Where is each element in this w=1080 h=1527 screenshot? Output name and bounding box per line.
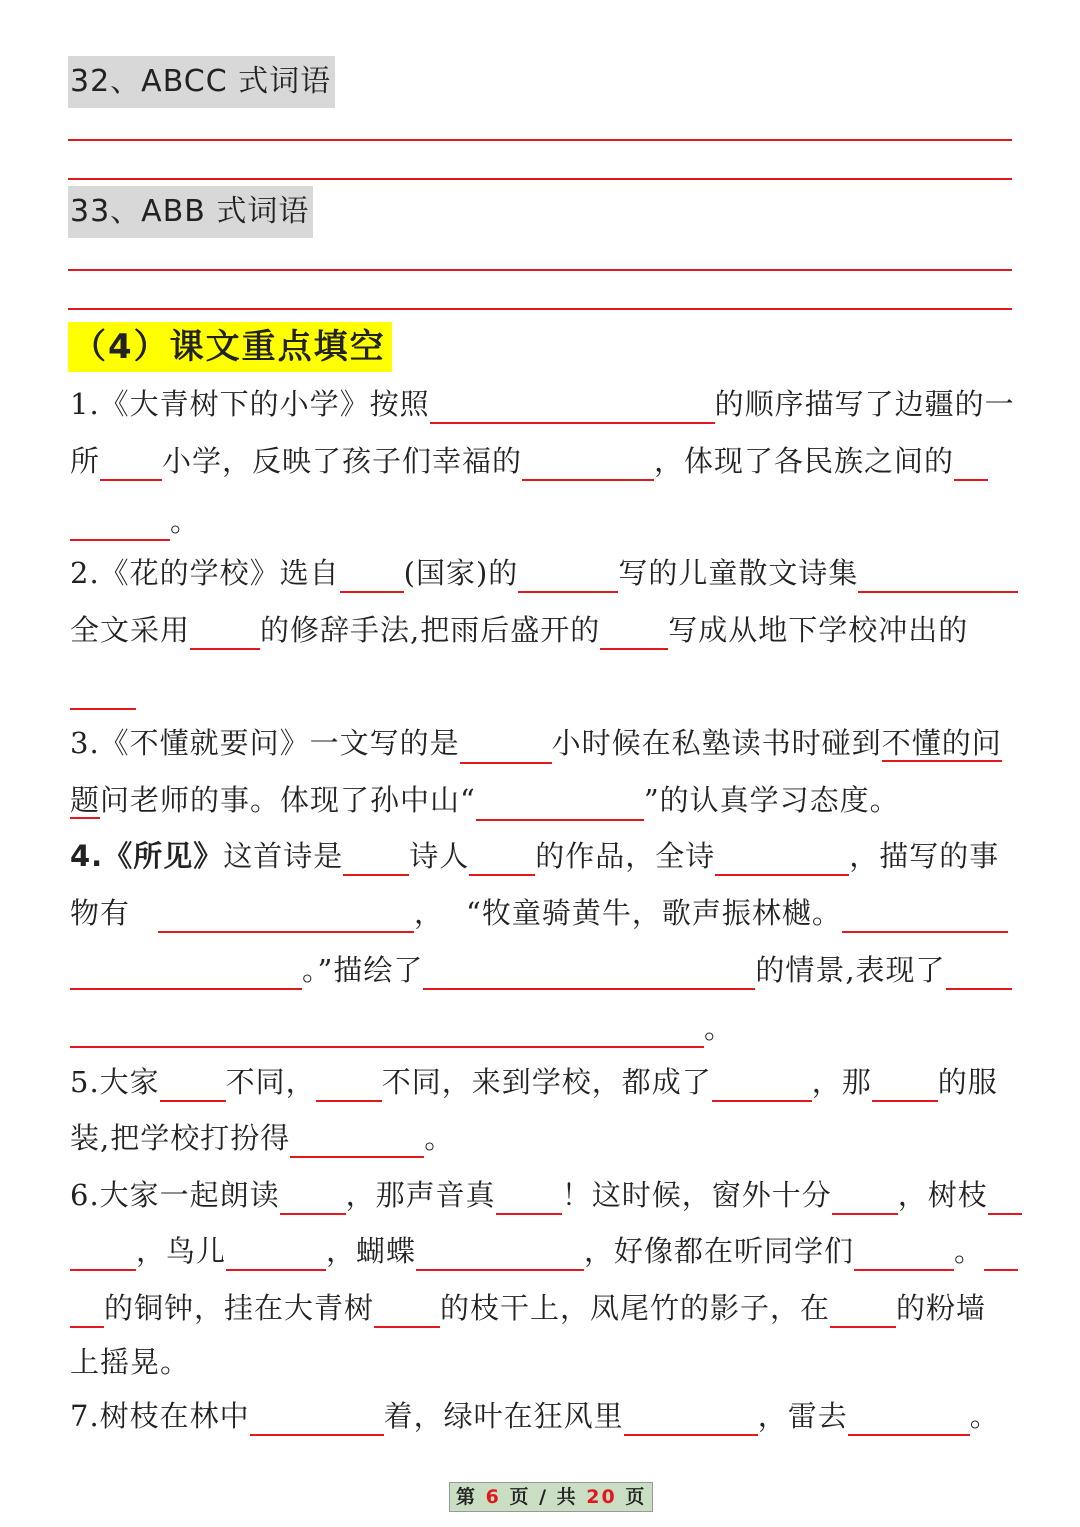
fill-blank[interactable] — [832, 1179, 898, 1215]
question-6-line-4: 上摇晃。 — [70, 1345, 191, 1379]
section-32-heading: 32、ABCC 式词语 — [68, 56, 335, 108]
question-4-line-3: 。”描绘了 的情景,表现了 — [70, 950, 1012, 990]
fill-blank[interactable] — [158, 897, 414, 933]
fill-blank[interactable] — [430, 388, 715, 424]
question-2-line-2: 全文采用 的修辞手法,把雨后盛开的 写成从地下学校冲出的 — [70, 610, 968, 650]
question-2-line-1: 2.《花的学校》选自 (国家)的 写的儿童散文诗集 — [70, 553, 1018, 593]
fill-blank[interactable] — [954, 445, 988, 481]
question-6-line-3: 的铜钟，挂在大青树 的枝干上，凤尾竹的影子，在 的粉墙 — [70, 1288, 986, 1328]
fill-blank[interactable] — [190, 614, 260, 650]
fill-blank[interactable] — [984, 1235, 1018, 1271]
fill-blank[interactable] — [712, 1066, 812, 1102]
fill-blank[interactable] — [343, 840, 409, 876]
question-4-line-2: 物有 ， “牧童骑黄牛，歌声振林樾。 — [70, 893, 1008, 933]
fill-blank[interactable] — [946, 954, 1012, 990]
section-33-heading: 33、ABB 式词语 — [68, 186, 313, 238]
fill-blank[interactable] — [423, 954, 755, 990]
question-5-line-1: 5.大家 不同， 不同，来到学校，都成了 ，那 的服 — [70, 1062, 998, 1102]
fill-blank[interactable] — [988, 1179, 1022, 1215]
fill-blank[interactable] — [290, 1122, 424, 1158]
answer-line — [68, 139, 1012, 141]
fill-blank[interactable] — [848, 1400, 970, 1436]
fill-blank[interactable] — [416, 1235, 584, 1271]
fill-blank[interactable] — [522, 445, 654, 481]
fill-blank[interactable] — [624, 1400, 758, 1436]
question-1-line-1: 1.《大青树下的小学》按照 的顺序描写了边疆的一 — [70, 384, 1015, 424]
fill-blank[interactable] — [476, 785, 644, 821]
fill-blank[interactable] — [70, 1235, 136, 1271]
fill-blank[interactable] — [160, 1066, 226, 1102]
question-6-line-1: 6.大家一起朗读 ，那声音真 ！这时候，窗外十分 ，树枝 — [70, 1175, 1022, 1215]
fill-blank[interactable] — [872, 1066, 938, 1102]
question-7-line-1: 7.树枝在林中 着，绿叶在狂风里 ，雷去 。 — [70, 1396, 1000, 1436]
question-1-line-3: 。 — [70, 501, 200, 541]
fill-blank[interactable] — [469, 840, 535, 876]
total-page-number: 20 — [586, 1486, 617, 1508]
fill-blank[interactable] — [340, 557, 404, 593]
fill-blank[interactable] — [715, 840, 849, 876]
fill-blank[interactable] — [280, 1179, 346, 1215]
answer-line — [68, 178, 1012, 180]
question-1-line-2: 所 小学，反映了孩子们幸福的 ，体现了各民族之间的 — [70, 441, 988, 481]
fill-blank[interactable] — [70, 1292, 104, 1328]
fill-blank[interactable] — [854, 1235, 954, 1271]
fill-blank[interactable] — [316, 1066, 382, 1102]
question-4-line-4: 。 — [70, 1008, 734, 1048]
section-4-title: （4）课文重点填空 — [68, 322, 392, 372]
question-2-line-3 — [70, 670, 136, 710]
fill-blank[interactable] — [842, 897, 1008, 933]
fill-blank[interactable] — [460, 728, 552, 764]
answer-line — [68, 269, 1012, 271]
answer-line — [68, 308, 1012, 310]
fill-blank[interactable] — [226, 1235, 326, 1271]
current-page-number: 6 — [485, 1486, 501, 1508]
fill-blank[interactable] — [374, 1292, 440, 1328]
fill-blank[interactable] — [100, 445, 162, 481]
fill-blank[interactable] — [70, 674, 136, 710]
fill-blank[interactable] — [496, 1179, 562, 1215]
question-3-line-2: 题问老师的事。体现了孙中山“ ”的认真学习态度。 — [70, 780, 900, 821]
fill-blank[interactable] — [830, 1292, 896, 1328]
question-5-line-2: 装,把学校打扮得 。 — [70, 1118, 454, 1158]
page-indicator: 第 6 页 / 共 20 页 — [449, 1482, 653, 1512]
question-3-line-1: 3.《不懂就要问》一文写的是 小时候在私塾读书时碰到不懂的问 — [70, 723, 1002, 764]
fill-blank[interactable] — [70, 1012, 704, 1048]
fill-blank[interactable] — [600, 614, 668, 650]
fill-blank[interactable] — [858, 557, 1018, 593]
question-6-line-2: ，鸟儿 ，蝴蝶 ，好像都在听同学们 。 — [70, 1231, 1018, 1271]
fill-blank[interactable] — [250, 1400, 384, 1436]
question-4-line-1: 4.《所见》这首诗是 诗人 的作品，全诗 ，描写的事 — [70, 836, 999, 876]
fill-blank[interactable] — [70, 505, 170, 541]
fill-blank[interactable] — [518, 557, 618, 593]
fill-blank[interactable] — [70, 954, 302, 990]
